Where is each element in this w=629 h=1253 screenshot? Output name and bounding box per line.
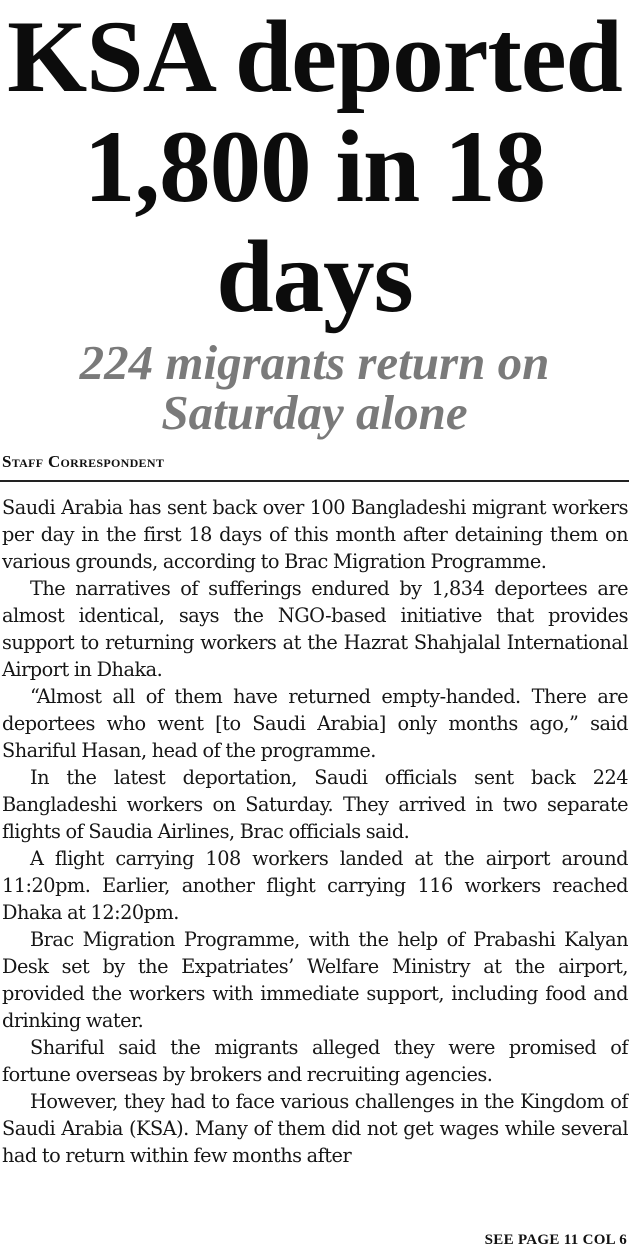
- paragraph: The narratives of sufferings endured by 1,834 deportees are almost identical, says the NGO-based initiative that provides support to returning workers at the Hazrat Shahjalal International Airport in Dhaka.: [2, 577, 628, 681]
- paragraph: A flight carrying 108 workers landed at the airport around 11:20pm. Earlier, another flight carrying 116 workers reached Dhaka at 12:20pm.: [2, 847, 628, 924]
- headline-line-1: KSA deported: [7, 0, 622, 114]
- paragraph: Saudi Arabia has sent back over 100 Bangladeshi migrant workers per day in the first 18 days of this month after detaining them on various grounds, according to Brac Migration Programme.: [2, 496, 628, 573]
- byline: Staff Correspondent: [2, 452, 165, 471]
- headline-line-2: 1,800 in 18: [83, 110, 546, 224]
- subheadline: [0, 335, 629, 440]
- headline-line-3: days: [216, 220, 413, 334]
- article-body: [0, 494, 629, 1169]
- paragraph: Brac Migration Programme, with the help of Prabashi Kalyan Desk set by the Expatriates’ Welfare Ministry at the airport, provided the workers with immediate support, including food and drinking water.: [2, 928, 628, 1032]
- subheadline-line-1: 224 migrants return on: [79, 335, 550, 390]
- paragraph: “Almost all of them have returned empty-handed. There are deportees who went [to Saudi Arabia] only months ago,” said Shariful Hasan, head of the programme.: [2, 685, 628, 762]
- paragraph: Shariful said the migrants alleged they were promised of fortune overseas by brokers and recruiting agencies.: [2, 1036, 628, 1086]
- headline: [0, 0, 629, 332]
- continuation-jump-line[interactable]: SEE PAGE 11 COL 6: [484, 1232, 627, 1248]
- paragraph: However, they had to face various challenges in the Kingdom of Saudi Arabia (KSA). Many of them did not get wages while several had to return within few months after: [2, 1090, 628, 1167]
- byline-divider: [0, 480, 629, 482]
- subheadline-line-2: Saturday alone: [161, 385, 468, 440]
- paragraph: In the latest deportation, Saudi officials sent back 224 Bangladeshi workers on Saturday. They arrived in two separate flights of Saudia Airlines, Brac officials said.: [2, 766, 628, 843]
